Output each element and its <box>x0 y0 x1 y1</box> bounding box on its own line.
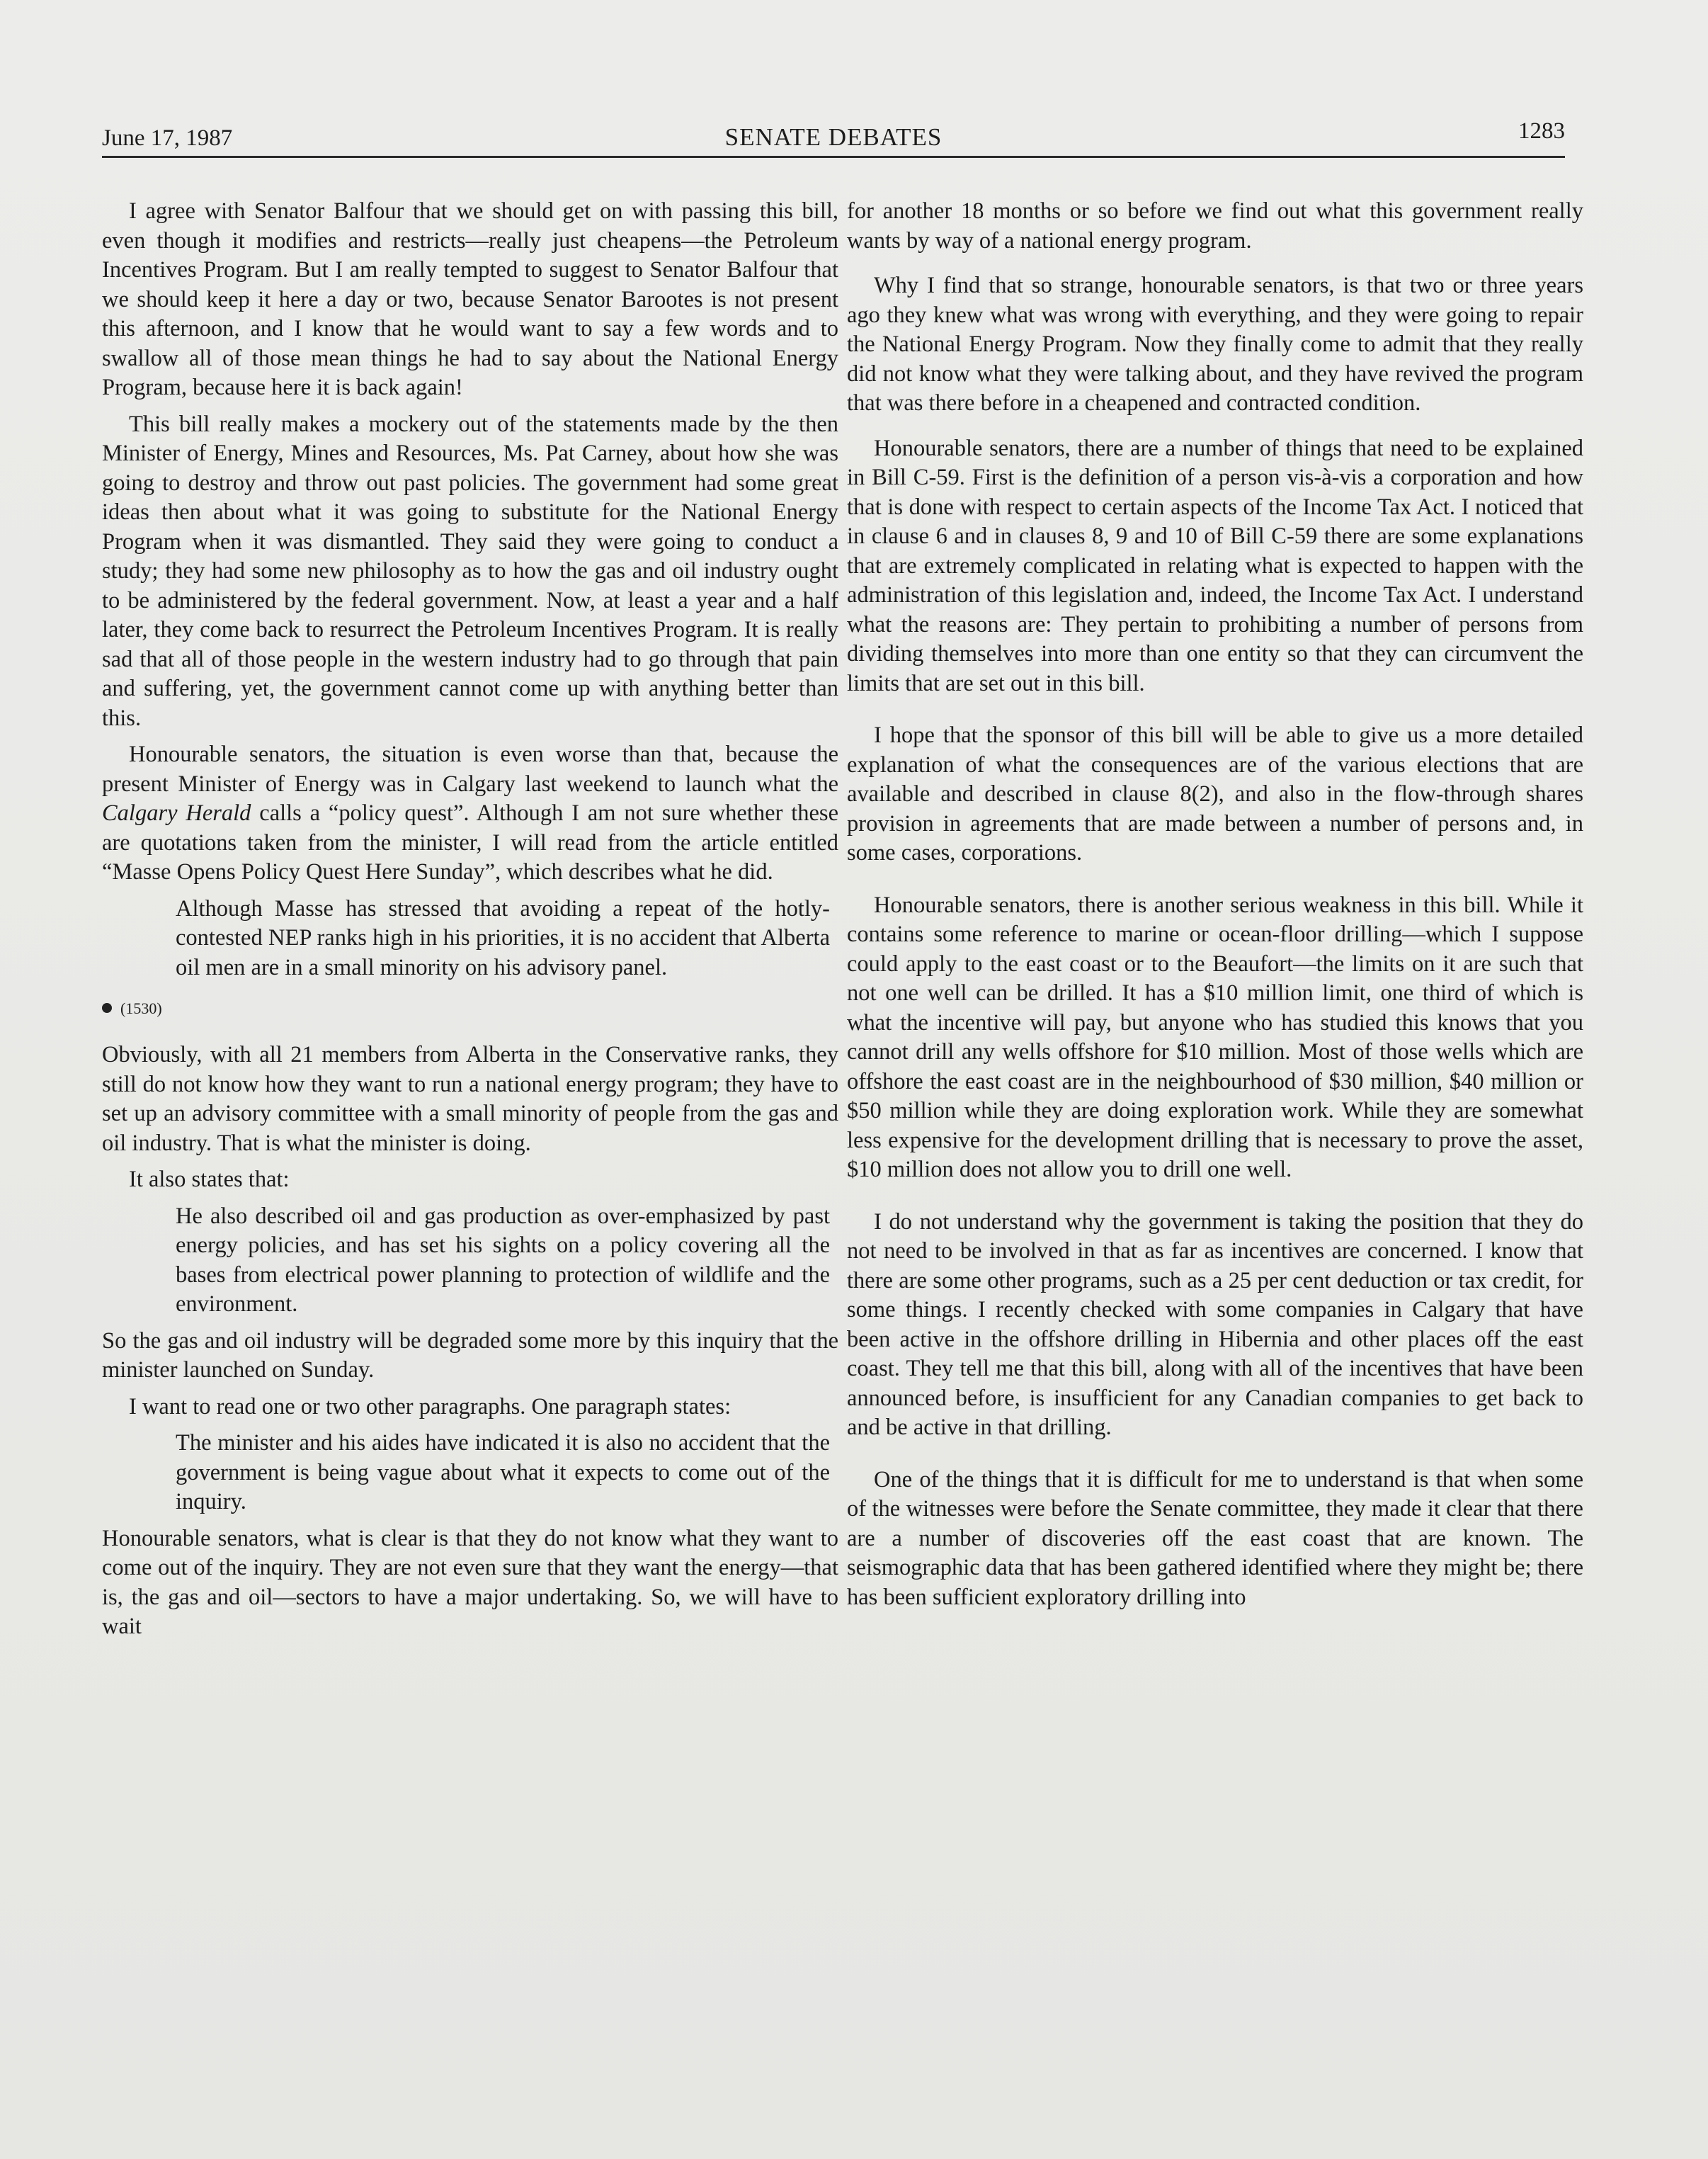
paragraph: Why I find that so strange, honourable senators, is that two or three years ago they knew what was wrong with everything, and they were going to repair the National Energy Program. Now they finally come to admit that they really did not know what they were talking about, and they have revived the program that was there before in a cheapened and contracted condition. <box>847 273 1583 416</box>
left-column <box>102 197 838 1642</box>
paragraph: I do not understand why the government is taking the position that they do not need to be involved in that as far as incentives are concerned. I know that there are some other programs, such as a 25 per cent deduction or tax credit, for some things. I recently checked with some companies in Calgary that have been active in the offshore drilling in Hibernia and other places off the east coast. They tell me that this bill, along with all of the incentives that have been announced before, is insufficient for any Canadian companies to get back to and be active in that drilling. <box>847 1208 1583 1440</box>
paragraph: I agree with Senator Balfour that we should get on with passing this bill, even though it modifies and restricts—really just cheapens—the Petroleum Incentives Program. But I am really tempted to suggest to Senator Balfour that we should keep it here a day or two, because Senator Barootes is not present this afternoon, and I know that he would want to say a few words and to swallow all of those mean things he had to say about the National Energy Program, because here it is back again! <box>102 198 838 400</box>
paragraph: Honourable senators, there is another serious weakness in this bill. While it contains some reference to marine or ocean-floor drilling—which I suppose could apply to the east coast or to the Beaufort—the limits on it are such that not one well can be drilled. It has a $10 million limit, one third of which is what the incentive will pay, but anyone who has studied this knows that you cannot drill any wells offshore for $10 million. Most of those wells which are offshore the east coast are in the neighbourhood of $30 million, $40 million or $50 million while they are doing exploration work. While they are somewhat less expensive for the development drilling that is necessary to prove the asset, $10 million does not allow you to drill one well. <box>847 892 1583 1182</box>
paragraph: Honourable senators, what is clear is that they do not know what they want to come out of the inquiry. They are not even sure that they want the energy—that is, the gas and oil—sectors to have a major undertaking. So, we will have to wait <box>102 1525 838 1639</box>
paragraph: I want to read one or two other paragraphs. One paragraph states: <box>129 1393 731 1420</box>
page-header <box>102 106 1565 158</box>
paragraph: I hope that the sponsor of this bill will be able to give us a more detailed explanation of what the consequences are of the various elections that are available and described in clause 8(2), and also in the flow-through shares provision in agreements that are made between a number of persons and, in some cases, corporations. <box>847 722 1583 866</box>
right-column <box>847 197 1583 1612</box>
bullet-icon <box>102 1003 112 1013</box>
paragraph: Honourable senators, there are a number of things that need to be explained in Bill C-59. First is the definition of a person vis-à-vis a corporation and how that is done with respect to certain aspects of the Income Tax Act. I noticed that in clause 6 and in clauses 8, 9 and 10 of Bill C-59 there are some explanations that are extremely complicated in relating what is expected to happen with the administration of this legislation and, indeed, the Income Tax Act. I understand what the reasons are: They pertain to prohibiting a number of persons from dividing themselves into more than one entity so that they can circumvent the limits that are set out in this bill. <box>847 435 1583 696</box>
publication-title: Calgary Herald <box>102 800 251 826</box>
paragraph: This bill really makes a mockery out of the statements made by the then Minister of Energy, Mines and Resources, Ms. Pat Carney, about how she was going to destroy and throw out past policies. The government had some great ideas then about what it was going to substitute for the National Energy Program when it was dismantled. They said they were going to conduct a study; they had some new philosophy as to how the gas and oil industry ought to be administered by the federal government. Now, at least a year and a half later, they come back to resurrect the Petroleum Incentives Program. It is really sad that all of those people in the western industry had to go through that pain and suffering, yet, the government cannot come up with anything better than this. <box>102 411 838 731</box>
time-marker <box>102 998 838 1019</box>
time-marker-label: (1530) <box>120 999 162 1017</box>
header-title: SENATE DEBATES <box>724 123 943 151</box>
paragraph <box>102 740 838 888</box>
block-quote: The minister and his aides have indicated it is also no accident that the government is being vague about what it expects to come out of the inquiry. <box>176 1430 830 1514</box>
header-date: June 17, 1987 <box>102 125 233 151</box>
paragraph: So the gas and oil industry will be degraded some more by this inquiry that the minister launched on Sunday. <box>102 1327 838 1383</box>
block-quote: He also described oil and gas production as over-emphasized by past energy policies, and has set his sights on a policy covering all the bases from electrical power planning to protection of wildlife and the environment. <box>176 1203 830 1317</box>
paragraph: One of the things that it is difficult for me to understand is that when some of the witnesses were before the Senate committee, they made it clear that there are a number of discoveries off the east coast that are known. The seismographic data that has been gathered identified where they might be; there has been sufficient exploratory drilling into <box>847 1466 1583 1610</box>
paragraph: Obviously, with all 21 members from Alberta in the Conservative ranks, they still do not know how they want to run a national energy program; they have to set up an advisory committee with a small minority of people from the gas and oil industry. That is what the minister is doing. <box>102 1042 838 1156</box>
paragraph: It also states that: <box>129 1167 290 1192</box>
paragraph-text: Honourable senators, the situation is even worse than that, because the present Minister of Energy was in Calgary last weekend to launch what the <box>102 742 838 797</box>
block-quote: Although Masse has stressed that avoiding a repeat of the hotly-contested NEP ranks high in his priorities, it is no accident that Alberta oil men are in a small minority on his advisory panel. <box>176 895 830 980</box>
paragraph-text: calls a “policy quest”. Although I am not sure whether these are quotations taken from the minister, I will read from the article entitled “Masse Opens Policy Quest Here Sunday”, which describes what he did. <box>102 800 838 885</box>
header-page-number: 1283 <box>1518 118 1565 144</box>
paragraph: for another 18 months or so before we find out what this government really wants by way of a national energy program. <box>847 198 1583 254</box>
